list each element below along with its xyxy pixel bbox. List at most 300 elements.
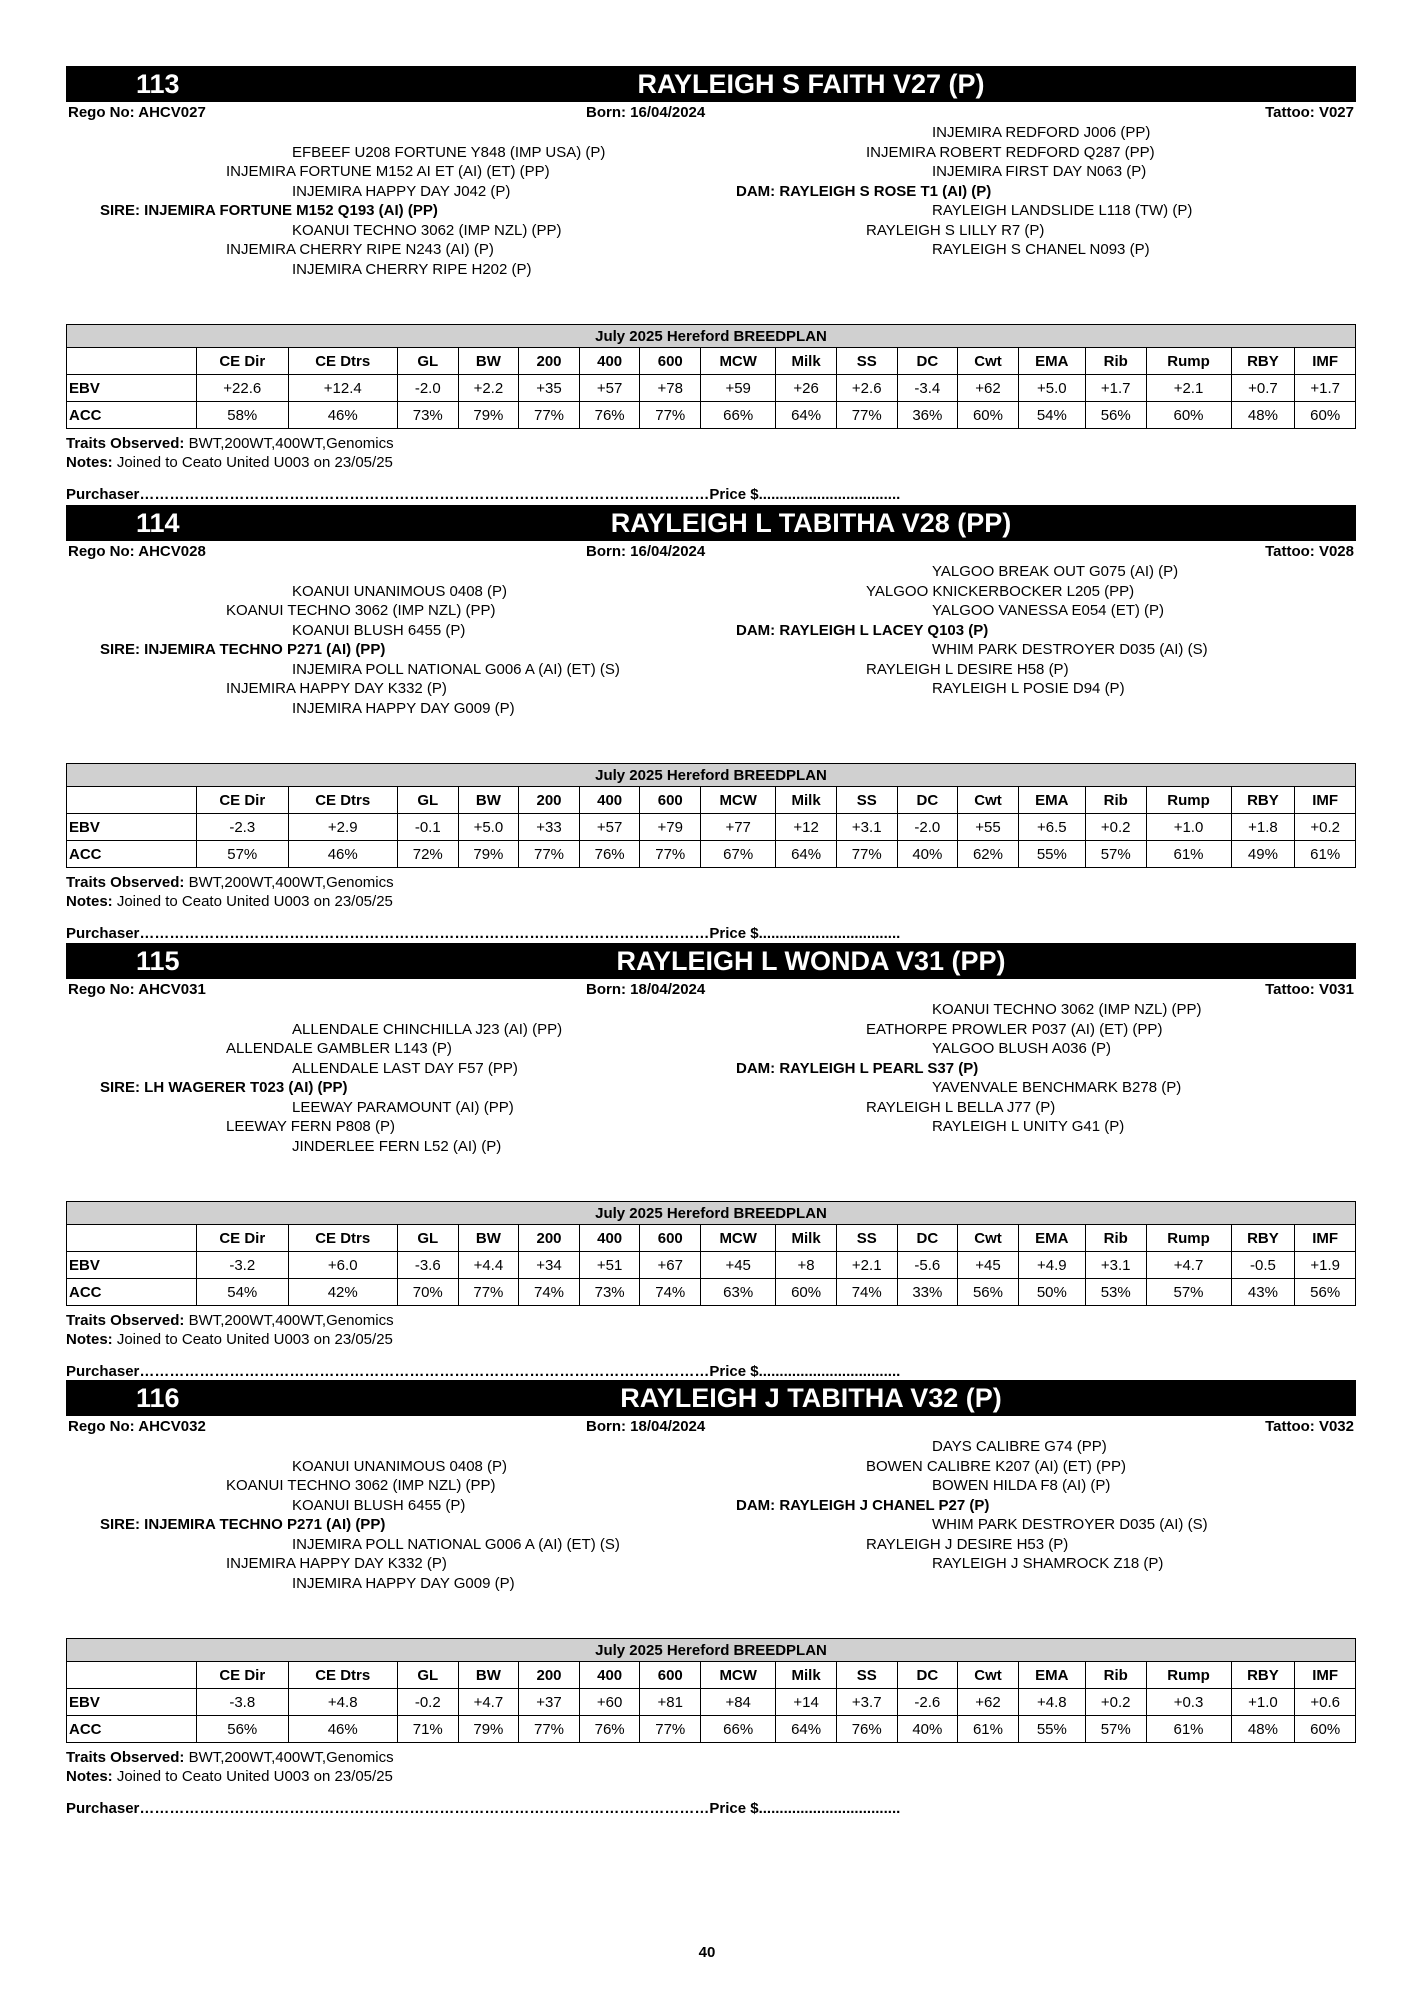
column-header: CE Dir	[197, 1662, 289, 1689]
column-header: RBY	[1231, 1662, 1295, 1689]
sire-pedigree-line: INJEMIRA POLL NATIONAL G006 A (AI) (ET) (S)	[292, 660, 620, 678]
sire-pedigree-line: LEEWAY PARAMOUNT (AI) (PP)	[292, 1098, 514, 1116]
lot-banner	[66, 1380, 1356, 1416]
lot-number: 113	[136, 69, 180, 99]
acc-row	[67, 402, 1356, 429]
born-date: Born: 18/04/2024	[586, 1418, 706, 1435]
sire-pedigree-line: ALLENDALE GAMBLER L143 (P)	[226, 1040, 452, 1057]
column-header: Milk	[776, 787, 837, 814]
tattoo: Tattoo: V028	[1265, 543, 1354, 560]
acc-value: 79%	[458, 402, 519, 429]
column-header: 600	[640, 787, 701, 814]
traits-observed	[66, 434, 394, 453]
traits-observed	[66, 873, 394, 892]
column-header: Cwt	[958, 348, 1019, 375]
acc-value: 77%	[640, 402, 701, 429]
dam-name: DAM: RAYLEIGH L PEARL S37 (P)	[736, 1059, 979, 1077]
pedigree	[66, 561, 1356, 741]
acc-value: 76%	[579, 402, 640, 429]
sire-pedigree-line: KOANUI BLUSH 6455 (P)	[292, 1496, 466, 1514]
dam-pedigree-line: YALGOO BREAK OUT G075 (AI) (P)	[932, 563, 1179, 580]
column-header: IMF	[1295, 1225, 1356, 1252]
notes-value: Joined to Ceato United U003 on 23/05/25	[116, 1331, 393, 1348]
acc-value: 46%	[288, 402, 397, 429]
lot-block	[66, 505, 1356, 942]
column-header: 400	[579, 1225, 640, 1252]
column-header: 600	[640, 1662, 701, 1689]
acc-value: 57%	[1085, 841, 1146, 868]
dam-pedigree-line: YALGOO KNICKERBOCKER L205 (PP)	[866, 582, 1135, 600]
ebv-value: +26	[776, 375, 837, 402]
acc-value: 46%	[288, 1716, 397, 1743]
notes-value: Joined to Ceato United U003 on 23/05/25	[116, 454, 393, 471]
acc-value: 73%	[579, 1279, 640, 1306]
born-date: Born: 18/04/2024	[586, 981, 706, 998]
column-header: MCW	[701, 1662, 776, 1689]
ebv-value: +33	[519, 814, 580, 841]
ebv-label: EBV	[67, 375, 197, 402]
row-label-header	[67, 1225, 197, 1252]
ebv-value: +45	[958, 1252, 1019, 1279]
acc-value: 55%	[1018, 841, 1085, 868]
column-header: CE Dir	[197, 348, 289, 375]
breedplan-title-row	[67, 1639, 1356, 1662]
acc-value: 48%	[1231, 1716, 1295, 1743]
lot-banner	[66, 505, 1356, 541]
lot-block	[66, 1380, 1356, 1817]
ebv-value: +2.9	[288, 814, 397, 841]
column-header-row	[67, 1662, 1356, 1689]
column-header: DC	[897, 1225, 958, 1252]
dam-pedigree-line: WHIM PARK DESTROYER D035 (AI) (S)	[932, 1516, 1208, 1533]
acc-value: 42%	[288, 1279, 397, 1306]
acc-value: 56%	[1295, 1279, 1356, 1306]
column-header: EMA	[1018, 348, 1085, 375]
ebv-value: +4.4	[458, 1252, 519, 1279]
lot-banner	[66, 66, 1356, 102]
notes-label: Notes:	[66, 1768, 117, 1785]
acc-label: ACC	[67, 402, 197, 429]
column-header: Milk	[776, 1662, 837, 1689]
column-header: GL	[397, 1662, 458, 1689]
ebv-value: -3.8	[197, 1689, 289, 1716]
column-header: RBY	[1231, 787, 1295, 814]
dam-pedigree-line: WHIM PARK DESTROYER D035 (AI) (S)	[932, 641, 1208, 658]
column-header: Rump	[1146, 1662, 1231, 1689]
rego-number: Rego No: AHCV032	[68, 1418, 206, 1435]
lot-number: 114	[136, 508, 180, 538]
column-header: CE Dtrs	[288, 348, 397, 375]
dam-name: DAM: RAYLEIGH S ROSE T1 (AI) (P)	[736, 182, 992, 200]
dam-pedigree-line: EATHORPE PROWLER P037 (AI) (ET) (PP)	[866, 1020, 1163, 1038]
sire-pedigree-line: KOANUI UNANIMOUS 0408 (P)	[292, 582, 508, 600]
ebv-value: +6.5	[1018, 814, 1085, 841]
ebv-row	[67, 814, 1356, 841]
column-header-row	[67, 348, 1356, 375]
acc-value: 64%	[776, 841, 837, 868]
row-label-header	[67, 348, 197, 375]
breedplan-title-row	[67, 325, 1356, 348]
ebv-value: -3.2	[197, 1252, 289, 1279]
sire-pedigree-line: EFBEEF U208 FORTUNE Y848 (IMP USA) (P)	[292, 143, 606, 161]
column-header: Milk	[776, 348, 837, 375]
notes	[66, 453, 393, 472]
dam-pedigree-line: INJEMIRA ROBERT REDFORD Q287 (PP)	[866, 143, 1155, 161]
column-header-row	[67, 787, 1356, 814]
notes-label: Notes:	[66, 1331, 117, 1348]
sire-pedigree-line: KOANUI TECHNO 3062 (IMP NZL) (PP)	[292, 221, 562, 239]
ebv-value: +4.7	[458, 1689, 519, 1716]
dam-name: DAM: RAYLEIGH L LACEY Q103 (P)	[736, 621, 989, 639]
column-header: GL	[397, 1225, 458, 1252]
breedplan-table	[66, 1201, 1356, 1306]
dam-pedigree-line: RAYLEIGH L UNITY G41 (P)	[932, 1118, 1125, 1135]
notes	[66, 1330, 393, 1349]
ebv-value: +3.1	[1085, 1252, 1146, 1279]
ebv-value: +0.3	[1146, 1689, 1231, 1716]
ebv-value: +51	[579, 1252, 640, 1279]
dam-pedigree-line: YALGOO BLUSH A036 (P)	[932, 1040, 1111, 1057]
breedplan-title: July 2025 Hereford BREEDPLAN	[67, 1202, 1356, 1225]
ebv-value: +81	[640, 1689, 701, 1716]
dam-pedigree-line: RAYLEIGH L POSIE D94 (P)	[932, 680, 1125, 697]
column-header: 200	[519, 348, 580, 375]
acc-value: 48%	[1231, 402, 1295, 429]
acc-value: 46%	[288, 841, 397, 868]
rego-number: Rego No: AHCV028	[68, 543, 206, 560]
sire-name: SIRE: INJEMIRA TECHNO P271 (AI) (PP)	[100, 1516, 386, 1533]
acc-value: 66%	[701, 1716, 776, 1743]
ebv-value: +57	[579, 375, 640, 402]
ebv-value: -3.6	[397, 1252, 458, 1279]
ebv-value: +37	[519, 1689, 580, 1716]
acc-value: 64%	[776, 402, 837, 429]
row-label-header	[67, 787, 197, 814]
ebv-value: +5.0	[1018, 375, 1085, 402]
ebv-row	[67, 375, 1356, 402]
acc-value: 79%	[458, 841, 519, 868]
column-header: 200	[519, 1225, 580, 1252]
purchaser-price-line[interactable]: Purchaser……………………………………………………………………………………………………Price $..................................	[66, 486, 901, 503]
acc-value: 77%	[519, 402, 580, 429]
pedigree	[66, 122, 1356, 302]
traits-observed	[66, 1748, 394, 1767]
breedplan-title: July 2025 Hereford BREEDPLAN	[67, 764, 1356, 787]
lot-block	[66, 66, 1356, 503]
acc-value: 40%	[897, 841, 958, 868]
animal-info-row	[66, 102, 1356, 122]
breedplan-table	[66, 324, 1356, 429]
ebv-value: +3.1	[836, 814, 897, 841]
column-header: RBY	[1231, 348, 1295, 375]
dam-pedigree-line: RAYLEIGH LANDSLIDE L118 (TW) (P)	[932, 202, 1193, 219]
column-header: CE Dir	[197, 1225, 289, 1252]
dam-pedigree-line: RAYLEIGH J DESIRE H53 (P)	[866, 1535, 1069, 1553]
dam-name: DAM: RAYLEIGH J CHANEL P27 (P)	[736, 1496, 990, 1514]
acc-value: 60%	[1295, 402, 1356, 429]
acc-value: 71%	[397, 1716, 458, 1743]
breedplan-table	[66, 1638, 1356, 1743]
ebv-value: +3.7	[836, 1689, 897, 1716]
sire-pedigree-line: ALLENDALE CHINCHILLA J23 (AI) (PP)	[292, 1020, 563, 1038]
acc-value: 74%	[836, 1279, 897, 1306]
ebv-value: +59	[701, 375, 776, 402]
acc-value: 50%	[1018, 1279, 1085, 1306]
ebv-value: +79	[640, 814, 701, 841]
dam-pedigree-line: BOWEN CALIBRE K207 (AI) (ET) (PP)	[866, 1457, 1127, 1475]
dam-pedigree-line: KOANUI TECHNO 3062 (IMP NZL) (PP)	[932, 1001, 1202, 1018]
acc-value: 53%	[1085, 1279, 1146, 1306]
page-number: 40	[698, 1944, 716, 1961]
sire-pedigree-line: INJEMIRA FORTUNE M152 AI ET (AI) (ET) (PP)	[226, 163, 550, 180]
column-header: BW	[458, 348, 519, 375]
ebv-row	[67, 1689, 1356, 1716]
tattoo: Tattoo: V032	[1265, 1418, 1354, 1435]
acc-value: 54%	[1018, 402, 1085, 429]
ebv-label: EBV	[67, 1689, 197, 1716]
acc-value: 77%	[836, 841, 897, 868]
acc-value: 77%	[640, 1716, 701, 1743]
column-header: SS	[836, 787, 897, 814]
dam-pedigree-line: YALGOO VANESSA E054 (ET) (P)	[932, 602, 1165, 619]
animal-name: RAYLEIGH J TABITHA V32 (P)	[620, 1383, 1002, 1413]
ebv-value: +12.4	[288, 375, 397, 402]
acc-value: 64%	[776, 1716, 837, 1743]
column-header: CE Dtrs	[288, 1225, 397, 1252]
ebv-value: +0.2	[1295, 814, 1356, 841]
acc-value: 77%	[519, 841, 580, 868]
dam-pedigree-line: RAYLEIGH J SHAMROCK Z18 (P)	[932, 1555, 1164, 1572]
acc-value: 66%	[701, 402, 776, 429]
column-header: DC	[897, 348, 958, 375]
dam-pedigree-line: BOWEN HILDA F8 (AI) (P)	[932, 1477, 1111, 1494]
pedigree	[66, 999, 1356, 1179]
born-date: Born: 16/04/2024	[586, 104, 706, 121]
animal-info-row	[66, 541, 1356, 561]
column-header: Cwt	[958, 1225, 1019, 1252]
breedplan-table	[66, 763, 1356, 868]
notes-label: Notes:	[66, 893, 117, 910]
ebv-value: +45	[701, 1252, 776, 1279]
acc-value: 40%	[897, 1716, 958, 1743]
ebv-value: -0.1	[397, 814, 458, 841]
acc-value: 60%	[1146, 402, 1231, 429]
column-header: Rib	[1085, 1662, 1146, 1689]
acc-value: 70%	[397, 1279, 458, 1306]
traits-label: Traits Observed:	[66, 1312, 189, 1329]
column-header: Cwt	[958, 787, 1019, 814]
column-header: 400	[579, 1662, 640, 1689]
ebv-value: +84	[701, 1689, 776, 1716]
sire-pedigree-line: INJEMIRA HAPPY DAY K332 (P)	[226, 1555, 447, 1572]
column-header: Milk	[776, 1225, 837, 1252]
ebv-value: +22.6	[197, 375, 289, 402]
acc-value: 57%	[197, 841, 289, 868]
sire-pedigree-line: INJEMIRA HAPPY DAY K332 (P)	[226, 680, 447, 697]
traits-observed	[66, 1311, 394, 1330]
ebv-value: +2.1	[836, 1252, 897, 1279]
acc-value: 72%	[397, 841, 458, 868]
breedplan-title-row	[67, 764, 1356, 787]
traits-label: Traits Observed:	[66, 874, 189, 891]
acc-value: 61%	[1295, 841, 1356, 868]
sire-pedigree-line: KOANUI TECHNO 3062 (IMP NZL) (PP)	[226, 602, 496, 619]
acc-value: 76%	[579, 1716, 640, 1743]
sire-pedigree-line: INJEMIRA CHERRY RIPE N243 (AI) (P)	[226, 241, 494, 258]
ebv-row	[67, 1252, 1356, 1279]
dam-pedigree-line: INJEMIRA REDFORD J006 (PP)	[932, 124, 1151, 141]
ebv-value: +57	[579, 814, 640, 841]
ebv-value: +5.0	[458, 814, 519, 841]
acc-value: 55%	[1018, 1716, 1085, 1743]
ebv-value: +1.0	[1231, 1689, 1295, 1716]
notes	[66, 892, 393, 911]
column-header: EMA	[1018, 1225, 1085, 1252]
acc-value: 74%	[640, 1279, 701, 1306]
column-header: SS	[836, 348, 897, 375]
ebv-value: +2.1	[1146, 375, 1231, 402]
acc-value: 63%	[701, 1279, 776, 1306]
column-header-row	[67, 1225, 1356, 1252]
acc-row	[67, 1716, 1356, 1743]
column-header: BW	[458, 1662, 519, 1689]
acc-value: 33%	[897, 1279, 958, 1306]
column-header: DC	[897, 787, 958, 814]
notes-value: Joined to Ceato United U003 on 23/05/25	[116, 1768, 393, 1785]
column-header: BW	[458, 1225, 519, 1252]
breedplan-title: July 2025 Hereford BREEDPLAN	[67, 1639, 1356, 1662]
column-header: Rump	[1146, 1225, 1231, 1252]
acc-value: 54%	[197, 1279, 289, 1306]
column-header: 200	[519, 1662, 580, 1689]
dam-pedigree-line: YAVENVALE BENCHMARK B278 (P)	[932, 1079, 1182, 1096]
ebv-value: -2.0	[897, 814, 958, 841]
column-header: EMA	[1018, 1662, 1085, 1689]
acc-label: ACC	[67, 1279, 197, 1306]
ebv-value: +77	[701, 814, 776, 841]
tattoo: Tattoo: V031	[1265, 981, 1354, 998]
animal-info-row	[66, 979, 1356, 999]
sire-name: SIRE: LH WAGERER T023 (AI) (PP)	[100, 1079, 348, 1096]
ebv-value: +1.7	[1085, 375, 1146, 402]
sire-pedigree-line: ALLENDALE LAST DAY F57 (PP)	[292, 1059, 518, 1077]
sire-pedigree-line: KOANUI BLUSH 6455 (P)	[292, 621, 466, 639]
animal-name: RAYLEIGH L TABITHA V28 (PP)	[610, 508, 1012, 538]
purchaser-price-line[interactable]: Purchaser……………………………………………………………………………………………………Price $..................................	[66, 1363, 901, 1380]
ebv-value: -3.4	[897, 375, 958, 402]
traits-value: BWT,200WT,400WT,Genomics	[188, 1749, 394, 1766]
sire-pedigree-line: INJEMIRA HAPPY DAY J042 (P)	[292, 182, 511, 200]
acc-value: 61%	[1146, 841, 1231, 868]
ebv-value: +6.0	[288, 1252, 397, 1279]
sire-name: SIRE: INJEMIRA FORTUNE M152 Q193 (AI) (PP)	[100, 202, 438, 219]
dam-pedigree-line: RAYLEIGH S LILLY R7 (P)	[866, 221, 1045, 239]
ebv-value: +1.7	[1295, 375, 1356, 402]
purchaser-price-line[interactable]: Purchaser……………………………………………………………………………………………………Price $..................................	[66, 925, 901, 942]
ebv-value: +0.7	[1231, 375, 1295, 402]
column-header: 600	[640, 1225, 701, 1252]
column-header: MCW	[701, 1225, 776, 1252]
ebv-value: +0.6	[1295, 1689, 1356, 1716]
acc-value: 58%	[197, 402, 289, 429]
ebv-value: +0.2	[1085, 1689, 1146, 1716]
ebv-value: +14	[776, 1689, 837, 1716]
dam-pedigree-line: DAYS CALIBRE G74 (PP)	[932, 1438, 1107, 1455]
acc-value: 73%	[397, 402, 458, 429]
column-header: MCW	[701, 787, 776, 814]
lot-banner	[66, 943, 1356, 979]
acc-value: 76%	[579, 841, 640, 868]
column-header: Rib	[1085, 348, 1146, 375]
sire-pedigree-line: INJEMIRA POLL NATIONAL G006 A (AI) (ET) (S)	[292, 1535, 620, 1553]
acc-value: 77%	[640, 841, 701, 868]
acc-label: ACC	[67, 841, 197, 868]
ebv-value: +62	[958, 375, 1019, 402]
acc-value: 56%	[958, 1279, 1019, 1306]
notes-value: Joined to Ceato United U003 on 23/05/25	[116, 893, 393, 910]
animal-name: RAYLEIGH L WONDA V31 (PP)	[616, 946, 1006, 976]
acc-row	[67, 841, 1356, 868]
dam-pedigree-line: INJEMIRA FIRST DAY N063 (P)	[932, 163, 1147, 180]
ebv-value: -2.3	[197, 814, 289, 841]
ebv-value: +55	[958, 814, 1019, 841]
ebv-value: +4.9	[1018, 1252, 1085, 1279]
column-header: GL	[397, 348, 458, 375]
column-header: GL	[397, 787, 458, 814]
ebv-value: +35	[519, 375, 580, 402]
purchaser-price-line[interactable]: Purchaser……………………………………………………………………………………………………Price $..................................	[66, 1800, 901, 1817]
sire-name: SIRE: INJEMIRA TECHNO P271 (AI) (PP)	[100, 641, 386, 658]
lot-number: 116	[136, 1383, 180, 1413]
acc-value: 62%	[958, 841, 1019, 868]
column-header: RBY	[1231, 1225, 1295, 1252]
animal-info-row	[66, 1416, 1356, 1436]
acc-value: 57%	[1146, 1279, 1231, 1306]
ebv-value: +2.2	[458, 375, 519, 402]
column-header: SS	[836, 1225, 897, 1252]
acc-row	[67, 1279, 1356, 1306]
dam-pedigree-line: RAYLEIGH L DESIRE H58 (P)	[866, 660, 1069, 678]
column-header: CE Dtrs	[288, 787, 397, 814]
acc-value: 67%	[701, 841, 776, 868]
traits-value: BWT,200WT,400WT,Genomics	[188, 1312, 394, 1329]
acc-value: 36%	[897, 402, 958, 429]
column-header: IMF	[1295, 787, 1356, 814]
acc-value: 77%	[519, 1716, 580, 1743]
ebv-value: +4.8	[288, 1689, 397, 1716]
acc-value: 60%	[776, 1279, 837, 1306]
row-label-header	[67, 1662, 197, 1689]
acc-value: 49%	[1231, 841, 1295, 868]
acc-value: 57%	[1085, 1716, 1146, 1743]
sire-pedigree-line: INJEMIRA HAPPY DAY G009 (P)	[292, 699, 515, 717]
column-header: MCW	[701, 348, 776, 375]
ebv-value: +34	[519, 1252, 580, 1279]
column-header: 200	[519, 787, 580, 814]
notes-label: Notes:	[66, 454, 117, 471]
column-header: 400	[579, 787, 640, 814]
sire-pedigree-line: KOANUI TECHNO 3062 (IMP NZL) (PP)	[226, 1477, 496, 1494]
traits-value: BWT,200WT,400WT,Genomics	[188, 435, 394, 452]
sire-pedigree-line: KOANUI UNANIMOUS 0408 (P)	[292, 1457, 508, 1475]
sire-pedigree-line: JINDERLEE FERN L52 (AI) (P)	[292, 1137, 502, 1155]
column-header: BW	[458, 787, 519, 814]
lot-number: 115	[136, 946, 180, 976]
tattoo: Tattoo: V027	[1265, 104, 1354, 121]
column-header: Cwt	[958, 1662, 1019, 1689]
column-header: CE Dir	[197, 787, 289, 814]
sire-pedigree-line: INJEMIRA CHERRY RIPE H202 (P)	[292, 260, 532, 278]
